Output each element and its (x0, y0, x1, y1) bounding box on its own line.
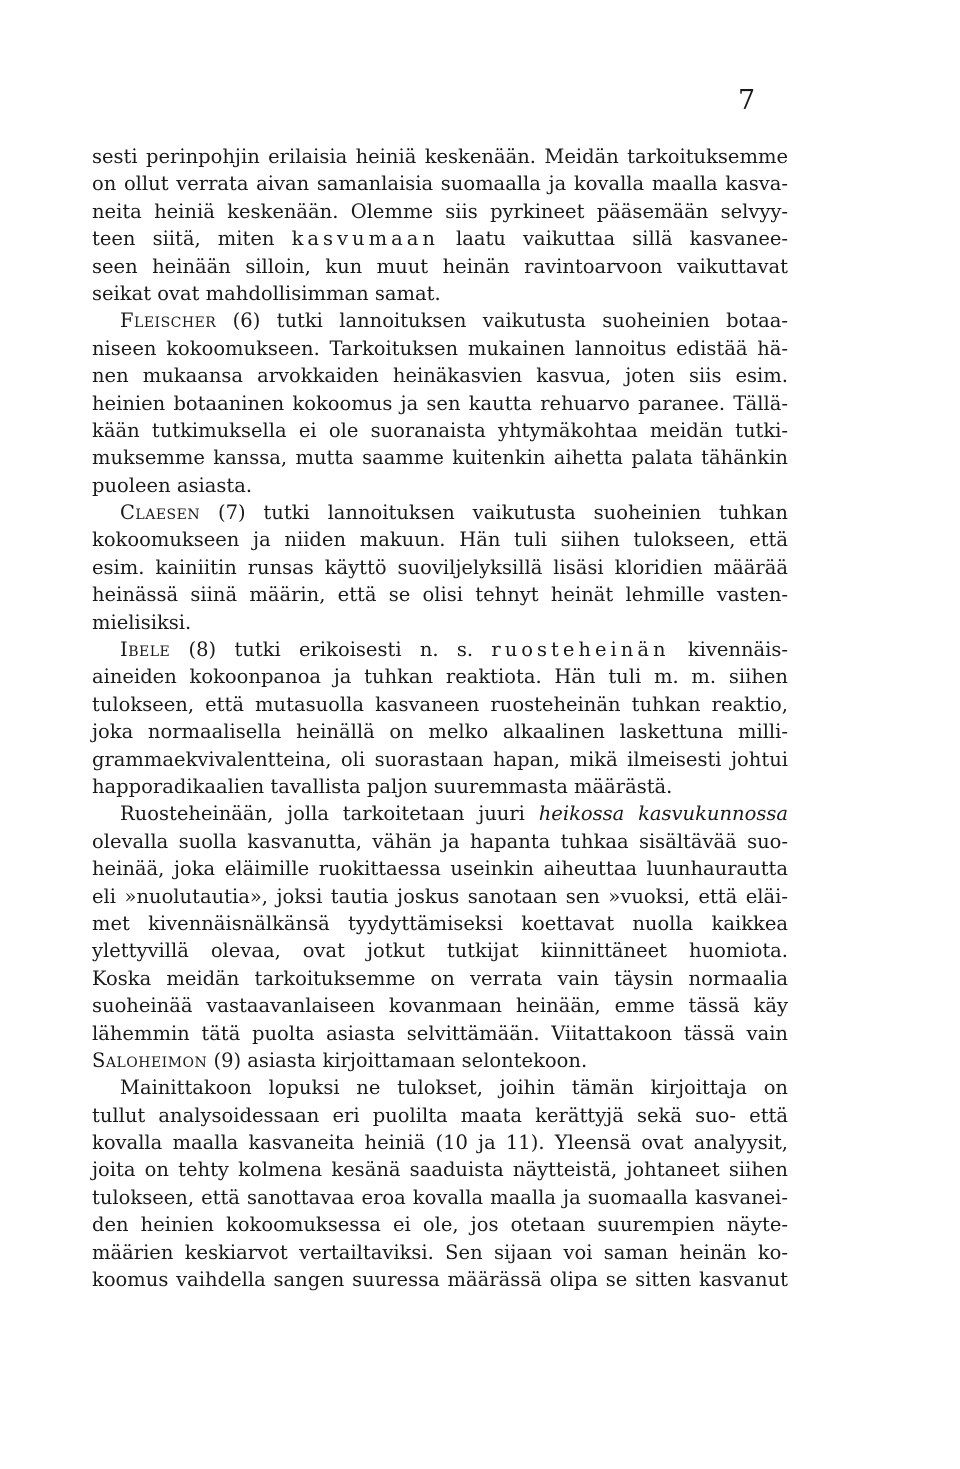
text-line (92, 1156, 788, 1183)
text-line (92, 554, 788, 581)
text-line (92, 170, 788, 197)
text-span: seen heinään silloin, kun muut heinän ravintoarvoon vaikuttavat (92, 254, 788, 278)
text-span: niseen kokoomukseen. Tarkoituksen mukainen lannoitus edistää hä- (92, 336, 788, 360)
text-line (92, 472, 788, 499)
text-line (92, 800, 788, 827)
text-span: eli »nuolutautia», joksi tautia joskus sanotaan sen »vuoksi, että eläi- (92, 884, 788, 908)
text-span: happoradikaalien tavallista paljon suuremmasta määrästä. (92, 774, 673, 798)
text-line (92, 746, 788, 773)
text-span: seikat ovat mahdollisimman samat. (92, 281, 441, 305)
text-span: teen siitä, miten (92, 227, 292, 251)
text-line (92, 499, 788, 526)
text-line (92, 855, 788, 882)
author-name: Ibele (120, 638, 171, 662)
text-span: (7) tutki lannoituksen vaikutusta suoheinien tuhkan (200, 501, 788, 525)
text-span: kokoomukseen ja niiden makuun. Hän tuli siihen tulokseen, että (92, 528, 788, 552)
text-span: mielisiksi. (92, 610, 192, 634)
text-span: suoheinää vastaavanlaiseen kovanmaan heinään, emme tässä käy (92, 994, 788, 1018)
text-line (92, 937, 788, 964)
text-span: (6) tutki lannoituksen vaikutusta suoheinien botaa- (216, 309, 788, 333)
text-line (92, 609, 788, 636)
text-line (92, 910, 788, 937)
text-line (92, 1102, 788, 1129)
emphasized-word: ruosteheinän (491, 638, 670, 662)
text-span: koomus vaihdella sangen suuressa määrässä olipa se sitten kasvanut (92, 1268, 788, 1292)
text-line (92, 143, 788, 170)
text-span: den heinien kokoomuksessa ei ole, jos otetaan suurempien näyte- (92, 1213, 788, 1237)
text-span: olevalla suolla kasvanutta, vähän ja hapanta tuhkaa sisältävää suo- (92, 829, 788, 853)
text-span: grammaekvivalentteina, oli suorastaan hapan, mikä ilmeisesti johtui (92, 747, 788, 771)
author-name: Claesen (120, 501, 201, 525)
text-span: lähemmin tätä puolta asiasta selvittämään. Viitattakoon tässä vain (92, 1021, 788, 1045)
text-span: (8) tutki erikoisesti n. s. (170, 638, 492, 662)
text-line (92, 883, 788, 910)
text-span: nen mukaansa arvokkaiden heinäkasvien kasvua, joten siis esim. (92, 364, 788, 388)
text-line (92, 1211, 788, 1238)
text-span: joka normaalisella heinällä on melko alkaalinen laskettuna milli- (92, 720, 788, 744)
text-span: tulokseen, että sanottavaa eroa kovalla maalla ja suomaalla kasvanei- (92, 1185, 788, 1209)
text-span: muksemme kanssa, mutta saamme kuitenkin aihetta palata tähänkin (92, 446, 788, 470)
text-span: Koska meidän tarkoituksemme on verrata vain täysin normaalia (92, 966, 788, 990)
text-span: aineiden kokoonpanoa ja tuhkan reaktiota. Hän tuli m. m. siihen (92, 665, 788, 689)
text-span: määrien keskiarvot vertailtaviksi. Sen sijaan voi saman heinän ko- (92, 1240, 788, 1264)
page-number: 7 (738, 85, 756, 116)
text-span: Ruosteheinään, jolla tarkoitetaan juuri (120, 802, 539, 826)
text-span: kovalla maalla kasvaneita heiniä (10 ja 11). Yleensä ovat analyysit, (92, 1131, 788, 1155)
text-line (92, 444, 788, 471)
text-span: sesti perinpohjin erilaisia heiniä keskenään. Meidän tarkoituksemme (92, 145, 788, 168)
text-line (92, 417, 788, 444)
text-span: met kivennäisnälkänsä tyydyttämiseksi koettavat nuolla kaikkea (92, 911, 788, 935)
text-line (92, 718, 788, 745)
text-line (92, 691, 788, 718)
text-span: kivennäis- (669, 638, 788, 662)
text-line (92, 335, 788, 362)
text-line (92, 965, 788, 992)
text-line (92, 198, 788, 225)
text-line (92, 307, 788, 334)
text-line (92, 773, 788, 800)
text-span: joita on tehty kolmena kesänä saaduista näytteistä, johtaneet siihen (92, 1158, 788, 1182)
text-span: puoleen asiasta. (92, 473, 253, 497)
text-span: laatu vaikuttaa sillä kasvanee- (438, 227, 788, 251)
text-span: neita heiniä keskenään. Olemme siis pyrkineet pääsemään selvyy- (92, 199, 788, 223)
author-name: Fleischer (120, 309, 217, 333)
text-line (92, 390, 788, 417)
text-line (92, 1020, 788, 1047)
text-line (92, 663, 788, 690)
text-line (92, 526, 788, 553)
text-line (92, 280, 788, 307)
text-line (92, 1074, 788, 1101)
text-span: heinien botaaninen kokoomus ja sen kautta rehuarvo paranee. Tällä- (92, 391, 788, 415)
text-span: esim. kainiitin runsas käyttö suoviljelyksillä lisäsi kloridien määrää (92, 555, 788, 579)
text-span: tullut analysoidessaan eri puolilta maata kerättyjä sekä suo- että (92, 1103, 788, 1127)
text-span: (9) asiasta kirjoittamaan selontekoon. (207, 1048, 588, 1072)
text-line (92, 253, 788, 280)
text-line (92, 828, 788, 855)
text-span: Mainittakoon lopuksi ne tulokset, joihin tämän kirjoittaja on (120, 1076, 788, 1100)
text-span: tulokseen, että mutasuolla kasvaneen ruosteheinän tuhkan reaktio, (92, 692, 788, 716)
text-line (92, 992, 788, 1019)
text-line (92, 1047, 788, 1074)
body-text (92, 143, 788, 1293)
text-line (92, 636, 788, 663)
emphasized-word: kasvumaan (291, 227, 439, 251)
text-span: heinää, joka eläimille ruokittaessa useinkin aiheuttaa luunhaurautta (92, 857, 788, 881)
author-name: Saloheimon (92, 1048, 208, 1072)
text-line (92, 1239, 788, 1266)
text-line (92, 1266, 788, 1293)
text-line (92, 362, 788, 389)
text-span: heinässä siinä määrin, että se olisi tehnyt heinät lehmille vasten- (92, 583, 788, 607)
text-line (92, 225, 788, 252)
text-line (92, 1184, 788, 1211)
text-line (92, 581, 788, 608)
text-span: on ollut verrata aivan samanlaisia suomaalla ja kovalla maalla kasva- (92, 172, 788, 196)
italic-phrase: heikossa kasvukunnossa (538, 802, 788, 826)
text-span: kään tutkimuksella ei ole suoranaista yhtymäkohtaa meidän tutki- (92, 418, 788, 442)
text-span: ylettyvillä olevaa, ovat jotkut tutkijat kiinnittäneet huomiota. (92, 939, 788, 963)
text-line (92, 1129, 788, 1156)
